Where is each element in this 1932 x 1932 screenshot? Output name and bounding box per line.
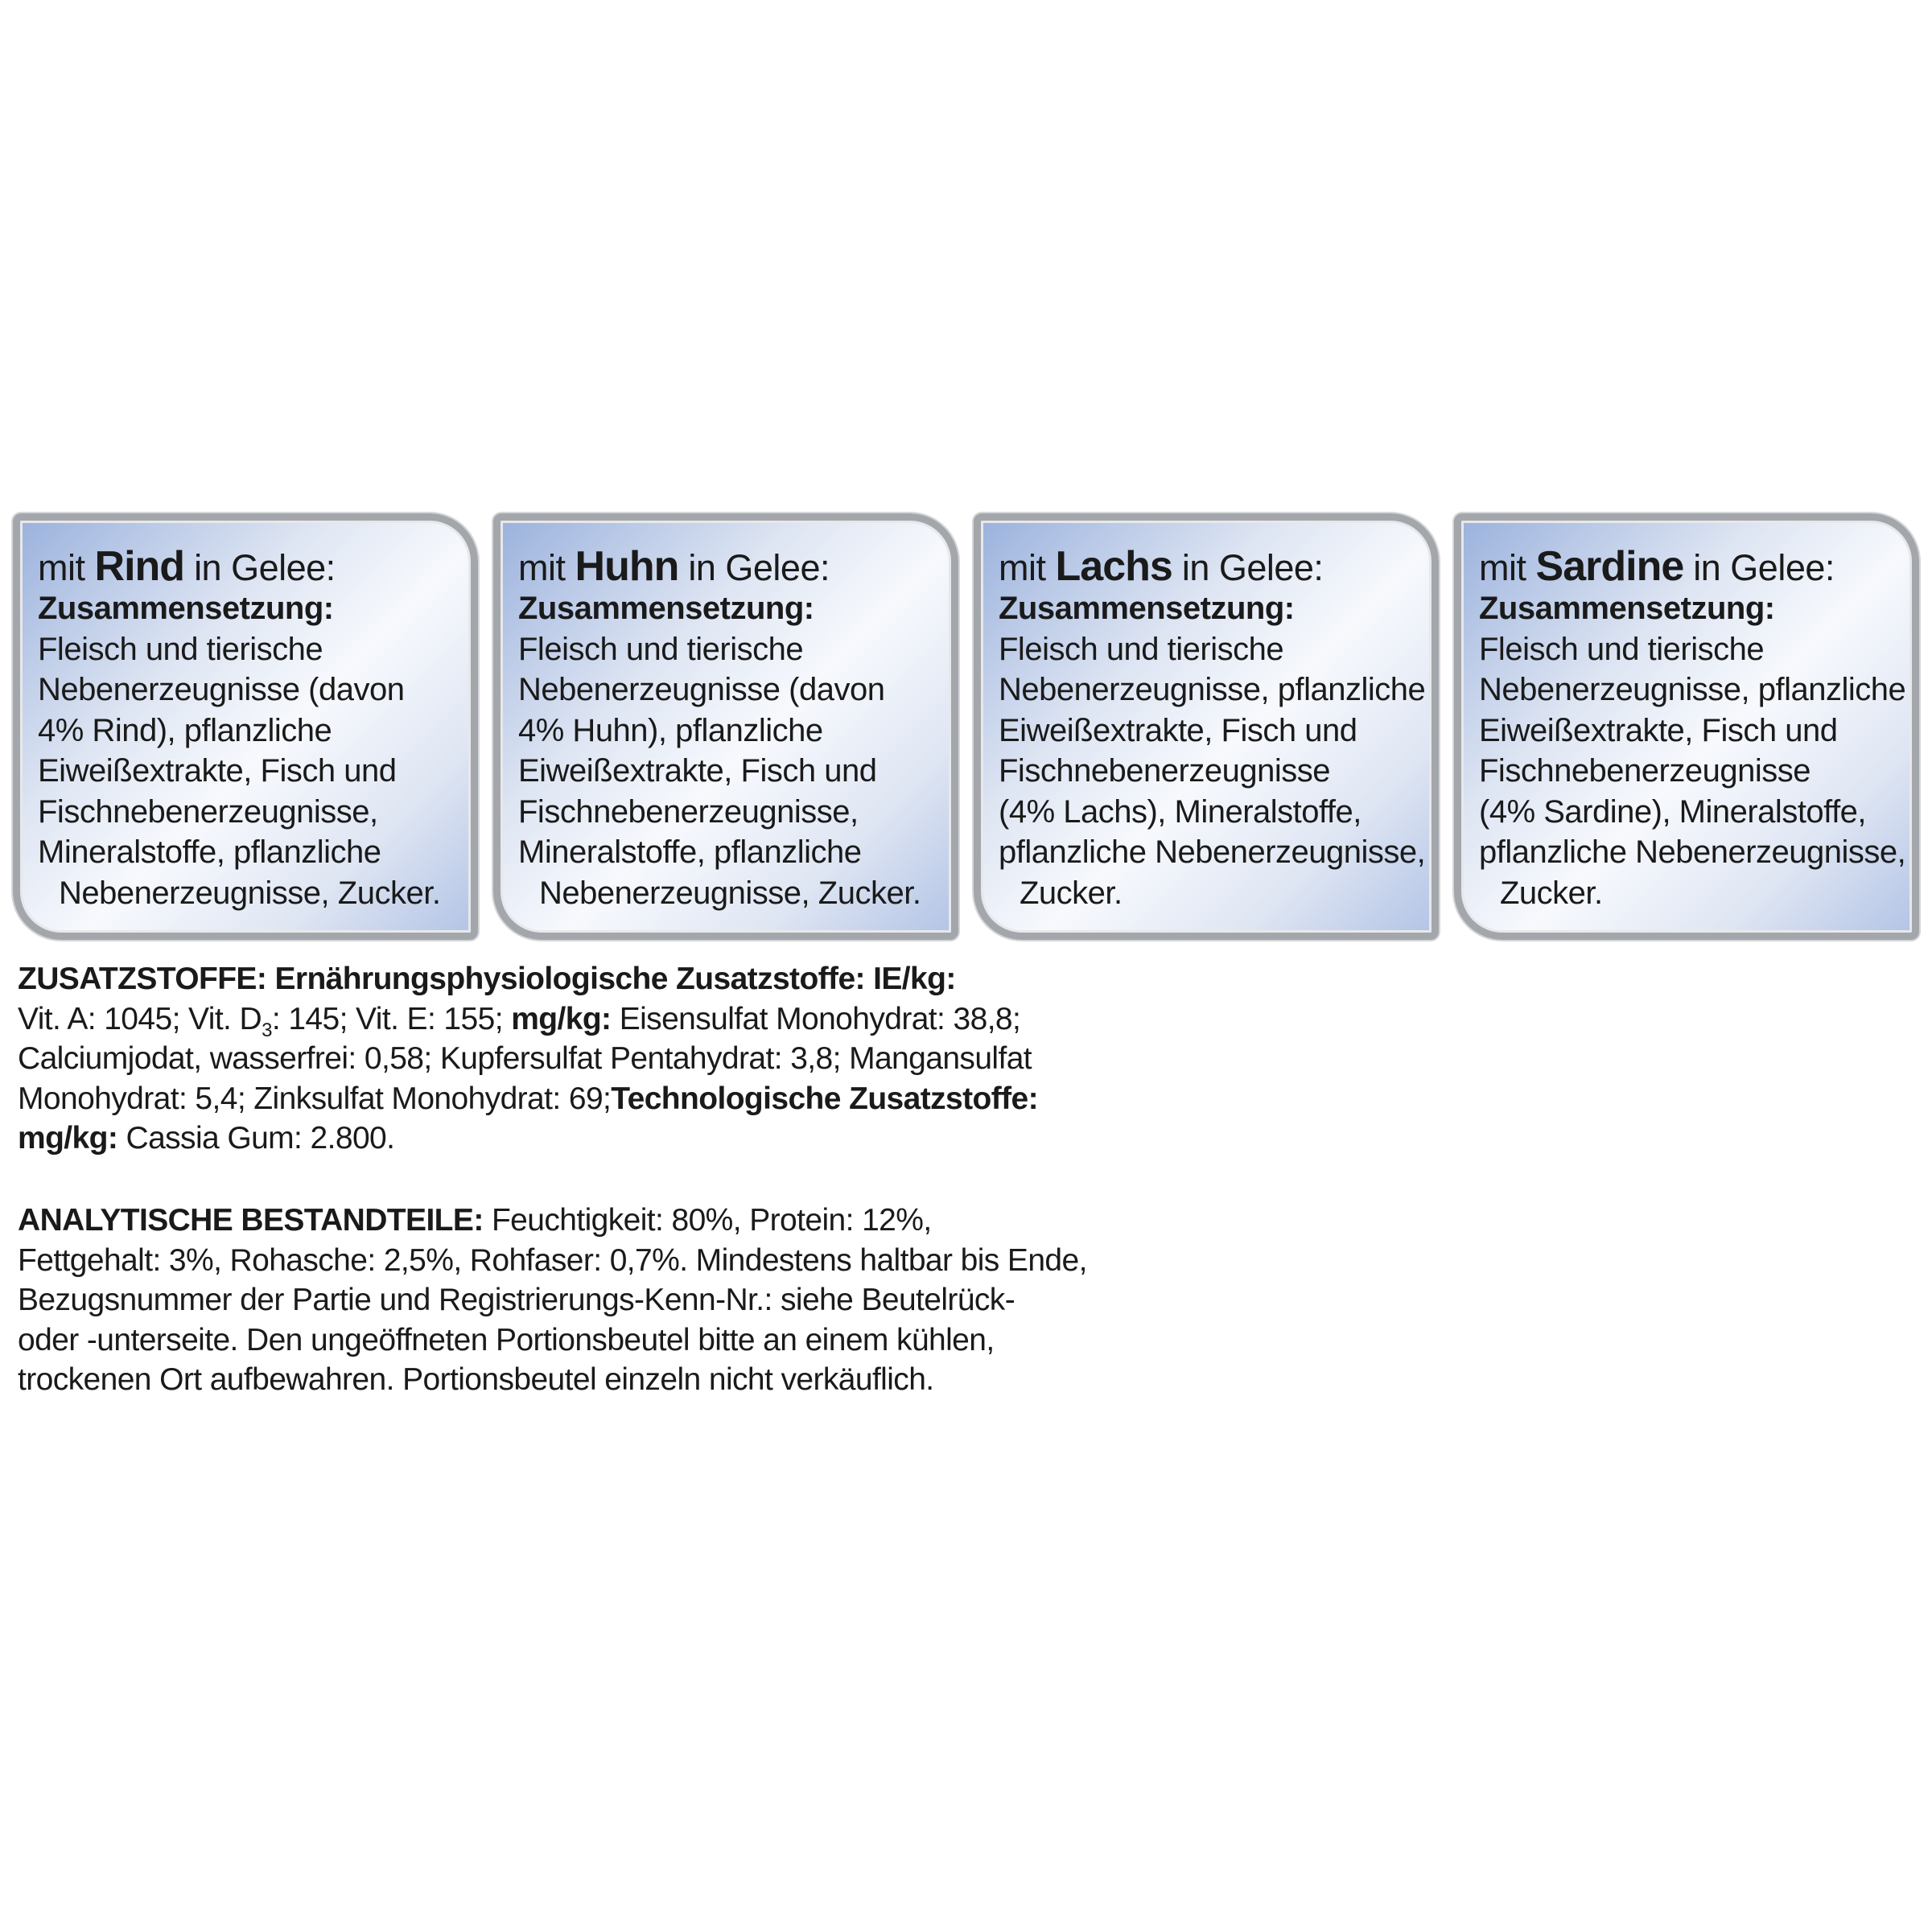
card-text-line: pflanzliche Nebenerzeugnisse, — [1479, 834, 1906, 870]
card-sardine — [1454, 513, 1919, 940]
card-title-prefix: mit — [38, 547, 85, 588]
card-text-line: Nebenerzeugnisse (davon — [38, 672, 405, 707]
analytics-line: Fettgehalt: 3%, Rohasche: 2,5%, Rohfaser: 0,7%. Mindestens haltbar bis Ende, — [18, 1242, 1087, 1278]
additives-subheading: Technologische Zusatzstoffe: — [611, 1081, 1038, 1116]
card-text-line: Eiweißextrakte, Fisch und — [999, 712, 1357, 748]
additives-text: Cassia Gum: 2.800. — [126, 1121, 395, 1155]
card-text-line: Fleisch und tierische — [518, 631, 804, 667]
variety-cards — [13, 513, 1920, 940]
card-text-line: (4% Sardine), Mineralstoffe, — [1479, 793, 1867, 830]
card-heading: Zusammensetzung: — [38, 591, 334, 626]
card-text-line: 4% Huhn), pflanzliche — [518, 712, 823, 748]
card-text-line: Fischnebenerzeugnisse, — [518, 793, 859, 830]
additives-text: : 145; Vit. E: 155; — [271, 1001, 503, 1036]
additives-text: Vit. A: 1045; Vit. D — [18, 1001, 262, 1036]
card-text-line: Fleisch und tierische — [1479, 631, 1765, 667]
card-text-line: Zucker. — [1500, 875, 1603, 911]
card-huhn — [493, 513, 958, 940]
card-text-line: Eiweißextrakte, Fisch und — [518, 753, 877, 789]
additives-line: Calciumjodat, wasserfrei: 0,58; Kupfersulfat Pentahydrat: 3,8; Mangansulfat — [18, 1041, 1032, 1076]
card-title-suffix: in Gelee: — [1181, 547, 1324, 588]
card-text-line: Nebenerzeugnisse, pflanzliche — [999, 672, 1426, 707]
card-title-suffix: in Gelee: — [1693, 547, 1835, 588]
card-heading: Zusammensetzung: — [518, 591, 814, 626]
card-title — [518, 545, 951, 588]
card-title-meat: Lachs — [1055, 543, 1172, 590]
card-title-meat: Sardine — [1535, 543, 1684, 590]
card-title-suffix: in Gelee: — [194, 547, 336, 588]
card-lachs — [974, 513, 1439, 940]
card-text-line: Nebenerzeugnisse, Zucker. — [539, 875, 921, 911]
card-text-line: Fleisch und tierische — [38, 631, 323, 667]
additives-text: Monohydrat: 5,4; Zinksulfat Monohydrat: 69; — [18, 1081, 612, 1116]
analytics-line: Bezugsnummer der Partie und Registrierungs-Kenn-Nr.: siehe Beutelrück- — [18, 1283, 1015, 1317]
card-text-line: Fleisch und tierische — [999, 631, 1284, 667]
card-heading: Zusammensetzung: — [1479, 591, 1775, 626]
card-title-prefix: mit — [999, 547, 1046, 588]
card-text-line: pflanzliche Nebenerzeugnisse, — [999, 834, 1426, 870]
additives-unit: mg/kg: — [511, 1001, 612, 1036]
card-title — [1479, 545, 1912, 588]
additives-line — [18, 1079, 1209, 1119]
card-text-line: Eiweißextrakte, Fisch und — [38, 753, 397, 789]
card-title — [38, 545, 471, 588]
card-text-line: Nebenerzeugnisse, Zucker. — [59, 875, 441, 911]
card-text-line: Mineralstoffe, pflanzliche — [518, 834, 862, 870]
additives-line — [18, 1118, 1209, 1159]
card-rind — [13, 513, 478, 940]
additives-section — [18, 959, 1209, 1159]
card-heading: Zusammensetzung: — [999, 591, 1295, 626]
analytics-section — [18, 1201, 1209, 1400]
analytics-line — [18, 1201, 1209, 1241]
analytics-heading: ANALYTISCHE BESTANDTEILE: — [18, 1203, 484, 1238]
card-title-meat: Huhn — [575, 543, 679, 590]
analytics-text: Feuchtigkeit: 80%, Protein: 12%, — [491, 1203, 932, 1238]
card-title — [999, 545, 1431, 588]
card-title-meat: Rind — [94, 543, 185, 590]
card-title-prefix: mit — [1479, 547, 1526, 588]
additives-heading: ZUSATZSTOFFE: Ernährungsphysiologische Zusatzstoffe: IE/kg: — [18, 962, 956, 996]
card-text-line: 4% Rind), pflanzliche — [38, 712, 332, 748]
additives-unit: mg/kg: — [18, 1121, 118, 1155]
card-text-line: Fischnebenerzeugnisse — [999, 753, 1330, 789]
analytics-line: trockenen Ort aufbewahren. Portionsbeutel einzeln nicht verkäuflich. — [18, 1362, 934, 1397]
card-text-line: Nebenerzeugnisse (davon — [518, 672, 885, 707]
card-text-line: Nebenerzeugnisse, pflanzliche — [1479, 672, 1906, 707]
card-text-line: Fischnebenerzeugnisse — [1479, 753, 1810, 789]
subscript: 3 — [262, 1019, 272, 1041]
card-text-line: Mineralstoffe, pflanzliche — [38, 834, 381, 870]
analytics-line: oder -unterseite. Den ungeöffneten Portionsbeutel bitte an einem kühlen, — [18, 1322, 995, 1357]
additives-line — [18, 999, 1209, 1040]
card-text-line: (4% Lachs), Mineralstoffe, — [999, 793, 1361, 830]
card-title-suffix: in Gelee: — [688, 547, 830, 588]
card-text-line: Fischnebenerzeugnisse, — [38, 793, 378, 830]
card-text-line: Zucker. — [1020, 875, 1123, 911]
card-title-prefix: mit — [518, 547, 566, 588]
additives-text: Eisensulfat Monohydrat: 38,8; — [619, 1001, 1021, 1036]
card-text-line: Eiweißextrakte, Fisch und — [1479, 712, 1838, 748]
